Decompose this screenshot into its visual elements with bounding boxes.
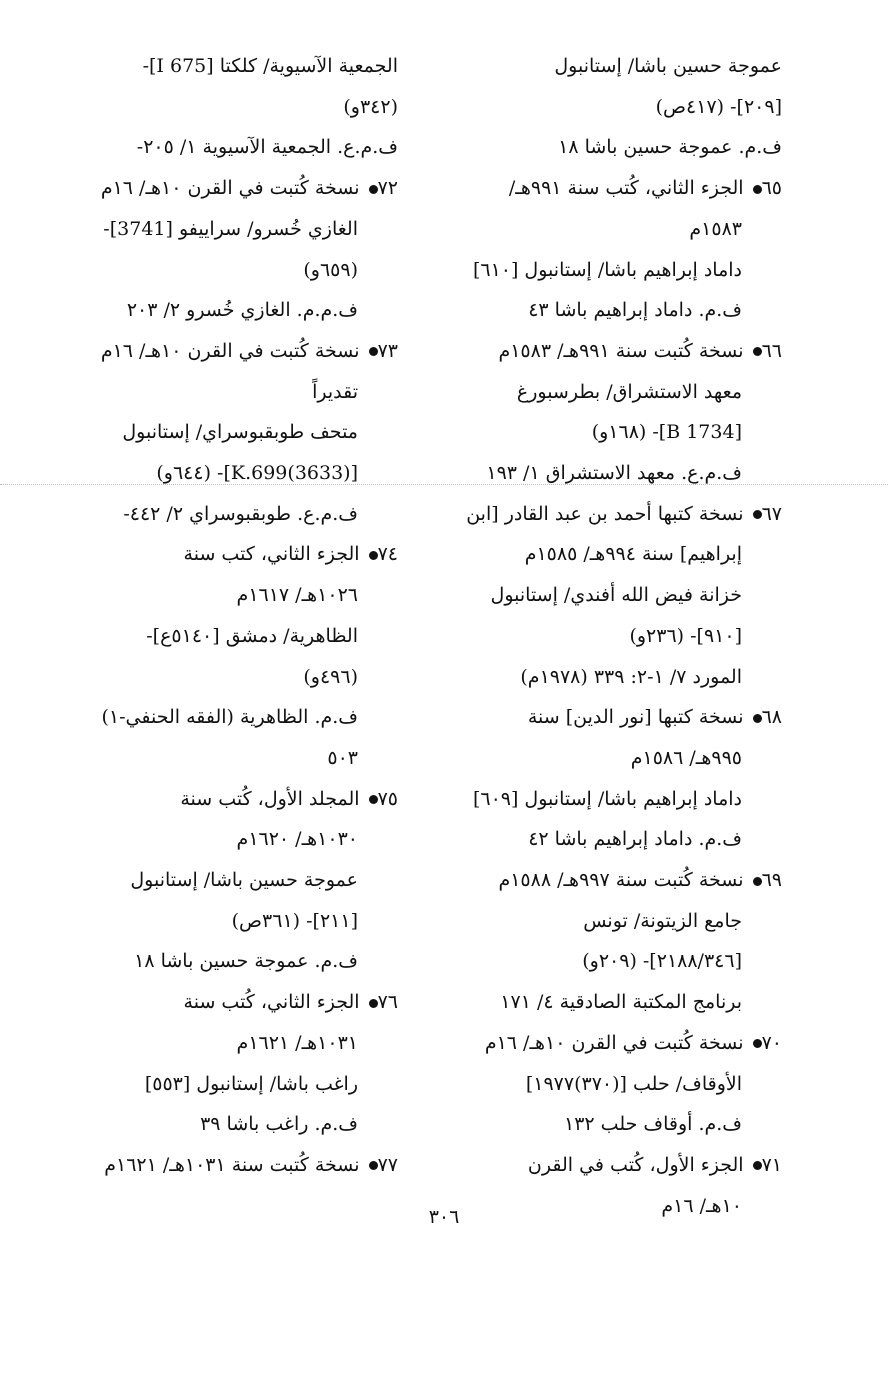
entry-line: الأوقاف/ حلب [(٣٧٠)١٩٧٧] [525,1072,742,1095]
catalog-entry [58,331,398,535]
entry-line: ف.م.ع. معهد الاستشراق ١/ ١٩٣ [486,462,742,485]
entry-line: برنامج المكتبة الصادقية ٤/ ١٧١ [500,991,742,1014]
entry-number: ٧٦ [377,991,398,1014]
entry-number: ٦٥ [761,177,782,200]
catalog-entry [58,779,398,983]
bullet-icon [753,1161,762,1170]
entry-line: [(3633)K.699]- (٦٤٤و) [156,462,358,485]
entry-line: ١٥٨٣م [689,217,742,240]
entry-first-line [437,1145,782,1186]
entry-line: جامع الزيتونة/ تونس [583,909,742,932]
entry-line: عموجة حسين باشا/ إستانبول [554,55,782,77]
catalog-entry [437,331,782,494]
entry-line: راغب باشا/ إستانبول [٥٥٣] [144,1072,358,1095]
bullet-icon [753,510,762,519]
entry-line: الظاهرية/ دمشق [٥١٤٠ع]- [146,624,358,647]
catalog-entry [58,46,398,168]
entry-first-line [58,779,398,820]
entry-line: ٥٠٣ [327,746,358,769]
entry-first-line [58,534,398,575]
entry-text: نسخة كُتبت في القرن ١٠هـ/ ١٦م [100,339,360,362]
entry-line: ف.م. عموجة حسين باشا ١٨ [558,136,782,159]
catalog-entry [437,46,782,168]
entry-first-line [437,494,782,535]
entry-text: المجلد الأول، كُتب سنة [180,787,360,810]
bullet-icon [753,1039,762,1048]
entry-line: تقديراً [312,380,358,403]
entry-line: [٢١٨٨/٣٤٦]- (٢٠٩و) [582,950,742,973]
entry-line: عموجة حسين باشا/ إستانبول [130,869,358,892]
catalog-entry [437,1023,782,1145]
entry-number: ٦٦ [761,339,782,362]
entry-line: داماد إبراهيم باشا/ إستانبول [٦١٠] [472,258,742,281]
entry-text: نسخة كُتبت في القرن ١٠هـ/ ١٦م [100,177,360,200]
bullet-icon [753,185,762,194]
page-fold-line [0,484,888,485]
entry-line: ١٠٣٠هـ/ ١٦٢٠م [236,828,358,851]
entry-number: ٧٧ [377,1153,398,1176]
entry-first-line [437,168,782,209]
entry-line: ١٠٣١هـ/ ١٦٢١م [236,1031,358,1054]
entry-first-line [437,860,782,901]
entry-text: نسخة كُتبت في القرن ١٠هـ/ ١٦م [484,1031,744,1054]
entry-text: نسخة كُتبت سنة ٩٩١هـ/ ١٥٨٣م [498,339,744,362]
entry-line: (٣٤٢و) [343,95,398,118]
entry-number: ٧٣ [377,339,398,362]
entry-line: الغازي خُسرو/ سراييفو [3741]- [103,217,358,240]
catalog-entry [58,982,398,1145]
bullet-icon [753,877,762,886]
entry-first-line [437,1023,782,1064]
entry-line: المورد ٧/ ١-٢: ٣٣٩ (١٩٧٨م) [520,665,742,688]
bullet-icon [369,551,378,560]
page-number: ٣٠٦ [428,1206,460,1228]
entry-number: ٧٢ [377,177,398,200]
entry-line: متحف طوبقبوسراي/ إستانبول [122,421,358,444]
entry-line: إبراهيم] سنة ٩٩٤هـ/ ١٥٨٥م [524,543,742,566]
entry-number: ٧١ [761,1153,782,1176]
entry-first-line [58,331,398,372]
entry-line: ١٠هـ/ ١٦م [661,1194,742,1217]
bullet-icon [753,347,762,356]
entry-number: ٦٩ [761,869,782,892]
entry-first-line [58,168,398,209]
entry-text: نسخة كُتبت سنة ٩٩٧هـ/ ١٥٨٨م [498,869,744,892]
catalog-entry [58,1145,398,1186]
entry-first-line [58,982,398,1023]
catalog-entry [437,494,782,698]
entry-line: [٢١١]- (٣٦١ص) [231,909,358,932]
entry-line: (٤٩٦و) [303,665,358,688]
entry-text: الجزء الأول، كُتب في القرن [527,1153,744,1176]
bullet-icon [369,999,378,1008]
entry-number: ٦٧ [761,502,782,525]
entry-line: خزانة فيض الله أفندي/ إستانبول [490,584,742,607]
entry-line: ف.م. داماد إبراهيم باشا ٤٣ [528,299,742,322]
entry-line: ف.م.ع. طوبقبوسراي ٢/ ٤٤٢- [123,502,358,525]
entry-first-line [437,331,782,372]
bullet-icon [369,1161,378,1170]
entry-first-line [437,697,782,738]
entry-number: ٧٤ [377,543,398,566]
bullet-icon [369,795,378,804]
entry-line: ف.م. عموجة حسين باشا ١٨ [134,950,358,973]
entry-line: ف.م. راغب باشا ٣٩ [200,1113,358,1136]
entry-line: (٦٥٩و) [303,258,358,281]
entry-line: ف.م.ع. الجمعية الآسيوية ١/ ٢٠٥- [136,136,398,159]
entry-line: ٩٩٥هـ/ ١٥٨٦م [630,746,742,769]
catalog-entry [58,168,398,331]
entry-text: الجزء الثاني، كتب سنة [183,543,360,566]
entry-line: [B 1734]- (١٦٨و) [591,421,742,444]
entry-text: نسخة كُتبت سنة ١٠٣١هـ/ ١٦٢١م [104,1153,360,1176]
entry-text: الجزء الثاني، كُتب سنة ٩٩١هـ/ [508,177,744,200]
entry-number: ٧٠ [761,1031,782,1054]
entry-first-line [58,1145,398,1186]
right-column [437,46,782,1226]
entry-line: ١٠٢٦هـ/ ١٦١٧م [236,584,358,607]
catalog-entry [58,534,398,778]
entry-line: داماد إبراهيم باشا/ إستانبول [٦٠٩] [472,787,742,810]
bullet-icon [369,347,378,356]
entry-line: ف.م.م. الغازي خُسرو ٢/ ٢٠٣ [126,299,358,322]
entry-line: [٩١٠]- (٢٣٦و) [629,624,742,647]
catalog-entry [437,860,782,1023]
entry-number: ٧٥ [377,787,398,810]
entry-number: ٦٨ [761,706,782,729]
entry-line: ف.م. أوقاف حلب ١٣٢ [564,1113,742,1136]
entry-text: الجزء الثاني، كُتب سنة [183,991,360,1014]
bullet-icon [369,185,378,194]
catalog-entry [437,697,782,860]
bullet-icon [753,714,762,723]
catalog-entry [437,168,782,331]
entry-line: الجمعية الآسيوية/ كلكتا [675 I]- [142,55,398,77]
left-column [58,46,398,1186]
entry-line: معهد الاستشراق/ بطرسبورغ [516,380,742,403]
entry-text: نسخة كتبها أحمد بن عبد القادر [ابن [466,502,744,525]
entry-line: [٢٠٩]- (٤١٧ص) [655,95,782,118]
entry-line: ف.م. داماد إبراهيم باشا ٤٢ [528,828,742,851]
entry-line: ف.م. الظاهرية (الفقه الحنفي-١) [101,706,358,729]
entry-text: نسخة كتبها [نور الدين] سنة [527,706,744,729]
